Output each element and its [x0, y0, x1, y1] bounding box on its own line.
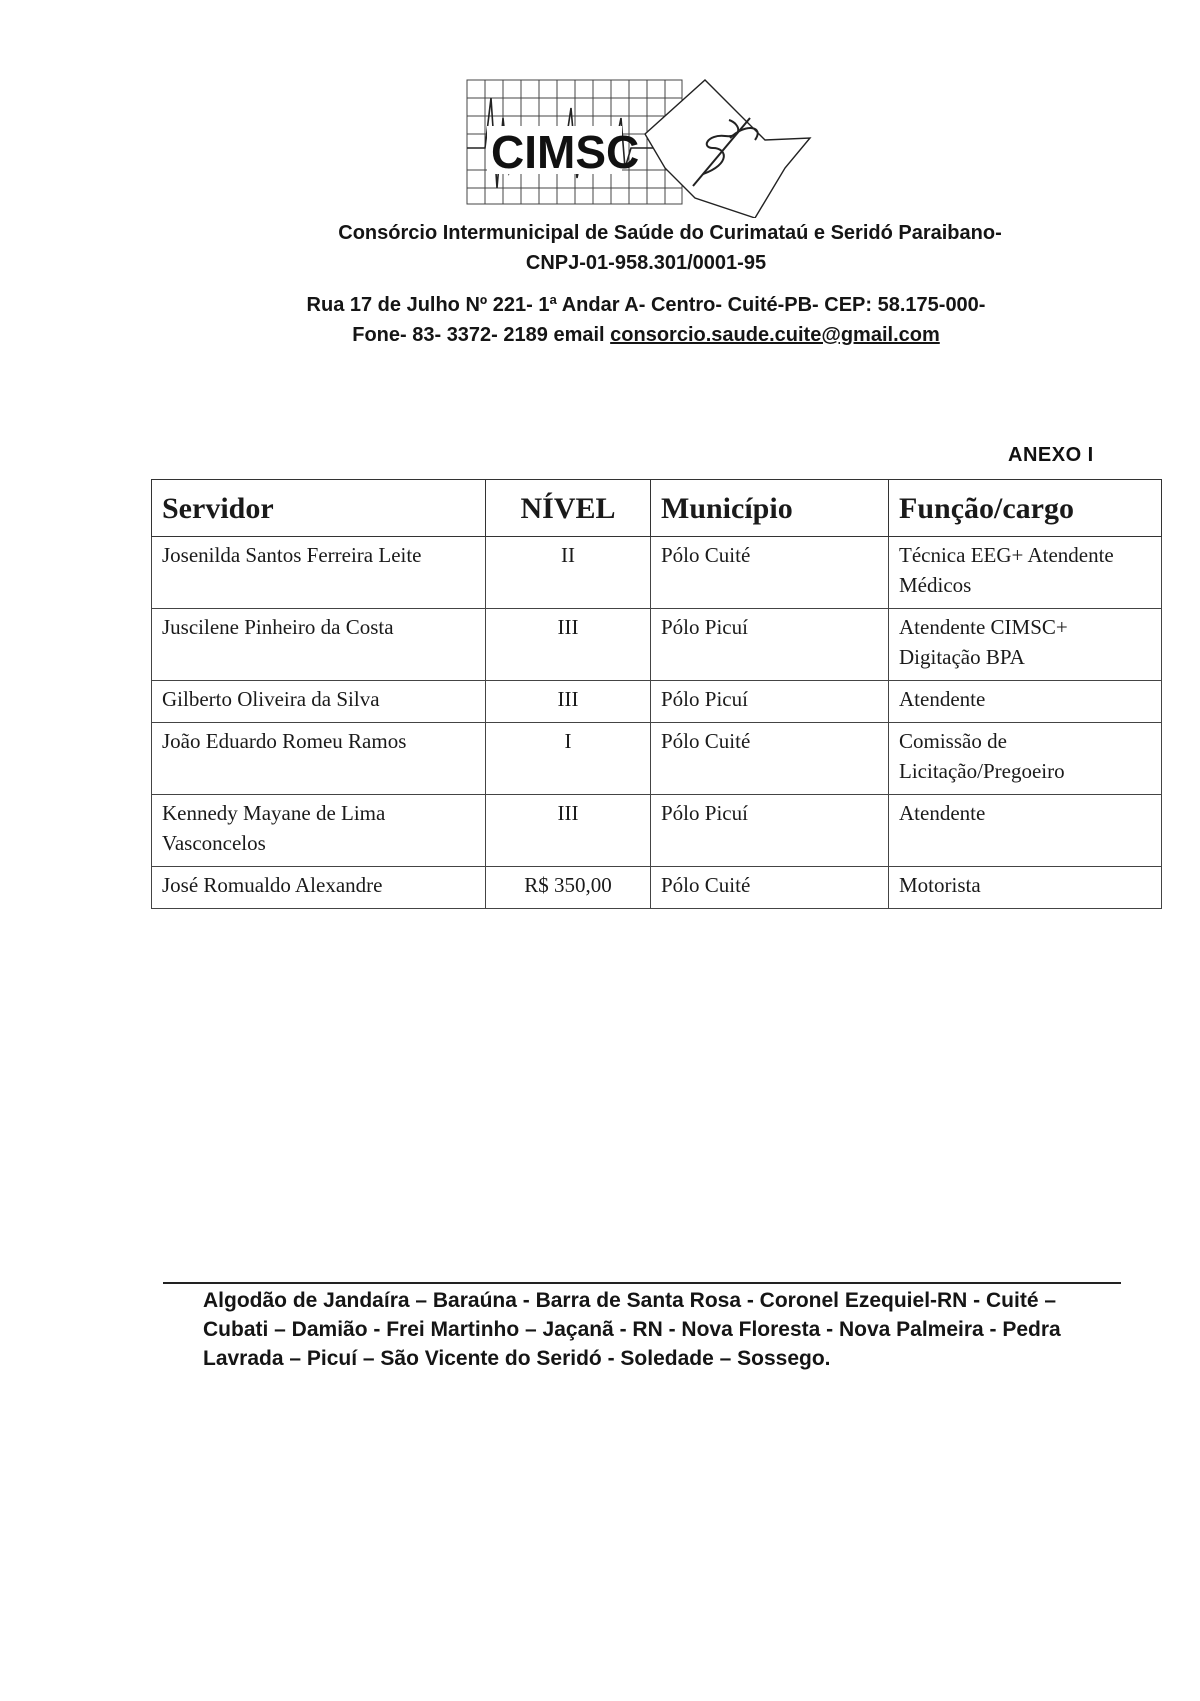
- cell-servidor: Kennedy Mayane de Lima Vasconcelos: [152, 795, 486, 867]
- contact-line: [46, 324, 1200, 347]
- email-link[interactable]: consorcio.saude.cuite@gmail.com: [610, 324, 940, 346]
- table-row: [152, 867, 1162, 909]
- cell-municipio: Pólo Picuí: [651, 795, 889, 867]
- cell-nivel: R$ 350,00: [486, 867, 651, 909]
- phone-text: Fone- 83- 3372- 2189 email: [352, 324, 611, 346]
- cell-municipio: Pólo Cuité: [651, 867, 889, 909]
- header-nivel: NÍVEL: [486, 480, 651, 537]
- cimsc-logo: [465, 78, 820, 218]
- cell-servidor: José Romualdo Alexandre: [152, 867, 486, 909]
- consortium-name: Consórcio Intermunicipal de Saúde do Curimataú e Seridó Paraibano-: [338, 222, 1002, 244]
- table-row: [152, 537, 1162, 609]
- cell-nivel: III: [486, 681, 651, 723]
- cell-servidor: Juscilene Pinheiro da Costa: [152, 609, 486, 681]
- cell-municipio: Pólo Picuí: [651, 609, 889, 681]
- cell-servidor: Josenilda Santos Ferreira Leite: [152, 537, 486, 609]
- table-row: [152, 723, 1162, 795]
- cell-funcao: Técnica EEG+ Atendente Médicos: [889, 537, 1162, 609]
- cell-municipio: Pólo Picuí: [651, 681, 889, 723]
- annex-label: ANEXO I: [1008, 444, 1094, 466]
- address-line: Rua 17 de Julho Nº 221- 1ª Andar A- Centro- Cuité-PB- CEP: 58.175-000-: [306, 294, 986, 316]
- cell-funcao: Atendente CIMSC+ Digitação BPA: [889, 609, 1162, 681]
- staff-table: [151, 479, 1162, 909]
- cell-municipio: Pólo Cuité: [651, 723, 889, 795]
- cell-funcao: Atendente: [889, 681, 1162, 723]
- cell-funcao: Motorista: [889, 867, 1162, 909]
- header-servidor: Servidor: [152, 480, 486, 537]
- table-header-row: [152, 480, 1162, 537]
- cnpj-line: CNPJ-01-958.301/0001-95: [525, 252, 767, 274]
- cell-servidor: João Eduardo Romeu Ramos: [152, 723, 486, 795]
- header-funcao: Função/cargo: [889, 480, 1162, 537]
- header-municipio: Município: [651, 480, 889, 537]
- cell-nivel: I: [486, 723, 651, 795]
- cell-funcao: Comissão de Licitação/Pregoeiro: [889, 723, 1162, 795]
- cell-nivel: III: [486, 609, 651, 681]
- cell-funcao: Atendente: [889, 795, 1162, 867]
- footer-divider: [163, 1282, 1121, 1284]
- table-row: [152, 681, 1162, 723]
- table-row: [152, 609, 1162, 681]
- cell-servidor: Gilberto Oliveira da Silva: [152, 681, 486, 723]
- member-municipalities: Algodão de Jandaíra – Baraúna - Barra de Santa Rosa - Coronel Ezequiel-RN - Cuité – Cubati – Damião - Frei Martinho – Jaçanã - RN - Nova Floresta - Nova Palmeira - Pedra Lavrada – Picuí – São Vicente do Seridó - Soledade – Sossego.: [203, 1289, 1061, 1370]
- logo-text: CIMSC: [491, 126, 640, 178]
- cell-nivel: II: [486, 537, 651, 609]
- cell-nivel: III: [486, 795, 651, 867]
- table-row: [152, 795, 1162, 867]
- cell-municipio: Pólo Cuité: [651, 537, 889, 609]
